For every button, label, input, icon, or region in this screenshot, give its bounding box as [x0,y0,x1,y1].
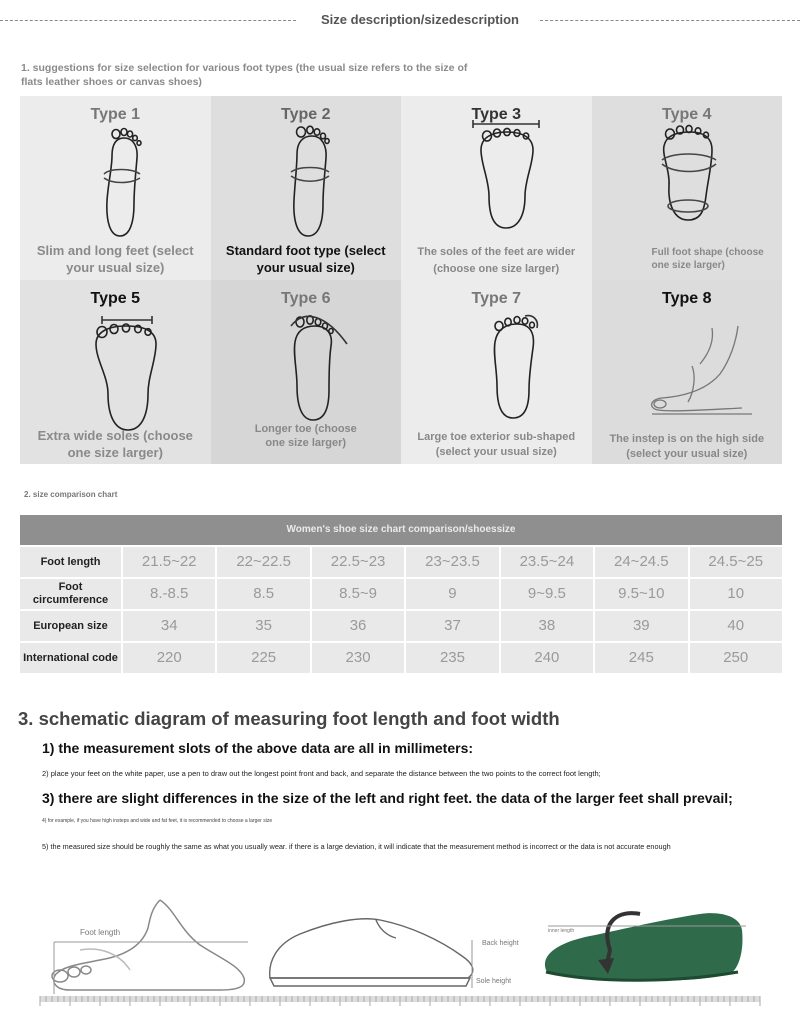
table-cell: 21.5~22 [123,547,217,577]
table-cell: 40 [727,617,745,634]
table-cell: 23~23.5 [406,547,500,577]
foot-type-card-1 [20,96,211,280]
table-cell: 8.5 [217,579,311,609]
table-cell: 22~22.5 [217,547,311,577]
table-cell: 22.5~23 [312,547,406,577]
shoe-outline-icon [270,919,473,988]
table-cell: 8.-8.5 [123,579,217,609]
table-cell: 24.5~25 [708,553,764,570]
foot-type-title: Type 7 [471,290,521,307]
table-cell: 230 [312,643,406,673]
table-row [20,641,782,673]
sole-height-label: Sole height [476,978,512,985]
header-divider-right [540,20,800,21]
measurement-diagrams [0,890,800,1020]
foot-type-caption: The instep is on the high side (select your usual size) [609,433,765,460]
note-2: 2) place your feet on the white paper, use a pen to draw out the longest point front and back, and separate the distance between the two points to the correct foot length; [42,769,601,778]
ruler-icon [40,996,760,1006]
table-cell: 36 [312,611,406,641]
row-header: Foot circumference [20,579,123,609]
table-cell: 9 [406,579,500,609]
foot-profile-icon [52,900,248,994]
foot-type-caption: Large toe exterior sub-shaped (select your usual size) [417,431,576,458]
table-cell: 245 [595,643,689,673]
foot-and-shoe-illustrations [0,890,800,1020]
foot-type-title: Type 8 [662,290,712,307]
foot-type-title: Type 5 [90,290,140,307]
note-4: 4) for example, if you have high insteps and wide and fat feet, it is recommended to choose a larger size [42,818,273,824]
table-cell: 39 [595,611,689,641]
note-5: 5) the measured size should be roughly the same as what you usually wear. if there is a large deviation, it will indicate that the measurement method is incorrect or the data is not accurate enough [42,842,671,851]
foot-type-card-7 [401,280,592,464]
size-chart-title: Women's shoe size chart comparison/shoessize [20,515,782,545]
shoe-last-icon [545,913,746,980]
foot-type-title: Type 1 [90,106,140,123]
note-1: 1) the measurement slots of the above data are all in millimeters: [42,740,474,756]
foot-type-title: Type 3 [471,106,521,123]
table-cell: 23.5~24 [501,547,595,577]
table-row [20,577,782,609]
table-cell: 34 [123,611,217,641]
row-header: Foot length [20,547,123,577]
table-cell: 35 [217,611,311,641]
table-row [20,545,782,577]
table-row [20,609,782,641]
foot-type-card-5 [20,280,211,464]
foot-type-caption: Extra wide soles (choose one size larger) [37,428,193,460]
table-cell: 9.5~10 [595,579,689,609]
table-cell: 10 [727,585,745,602]
row-header: International code [20,643,123,673]
table-cell: 37 [406,611,500,641]
foot-type-caption: Full foot shape (choose one size larger) [651,247,764,271]
foot-type-card-6 [211,280,402,464]
foot-type-caption: The soles of the feet are wider (choose one size larger) [417,246,576,275]
foot-type-title: Type 6 [281,290,331,307]
foot-type-grid [20,96,782,464]
section2-label: 2. size comparison chart [24,490,118,499]
header-divider-left [0,20,296,21]
back-height-label: Back height [482,940,519,947]
size-chart-table [20,515,782,673]
foot-type-card-3 [401,96,592,280]
foot-type-caption: Longer toe (choose one size larger) [254,423,357,449]
table-cell: 235 [406,643,500,673]
section3-title: 3. schematic diagram of measuring foot length and foot width [18,708,560,729]
foot-type-title: Type 4 [662,106,712,123]
page-title: Size description/sizedescription [321,12,519,27]
table-cell: 24~24.5 [595,547,689,577]
size-chart-body [20,545,782,673]
foot-type-card-8 [592,280,783,464]
foot-type-card-4 [592,96,783,280]
note-3: 3) there are slight differences in the size of the left and right feet. the data of the larger feet shall prevail; [42,790,733,806]
section1-intro: 1. suggestions for size selection for various foot types (the usual size refers to the size of flats leather shoes or canvas shoes) [21,62,468,88]
table-cell: 225 [217,643,311,673]
inner-length-label: inner length [548,928,575,934]
table-cell: 220 [123,643,217,673]
row-header: European size [20,611,123,641]
foot-type-card-2 [211,96,402,280]
table-cell: 9~9.5 [501,579,595,609]
table-cell: 8.5~9 [312,579,406,609]
foot-type-caption: Slim and long feet (select your usual size) [36,243,194,275]
table-cell: 250 [723,649,749,666]
foot-type-title: Type 2 [281,106,331,123]
foot-type-caption: Standard foot type (select your usual size) [225,243,386,275]
table-cell: 38 [501,611,595,641]
foot-length-label: Foot length [80,928,121,937]
table-cell: 240 [501,643,595,673]
